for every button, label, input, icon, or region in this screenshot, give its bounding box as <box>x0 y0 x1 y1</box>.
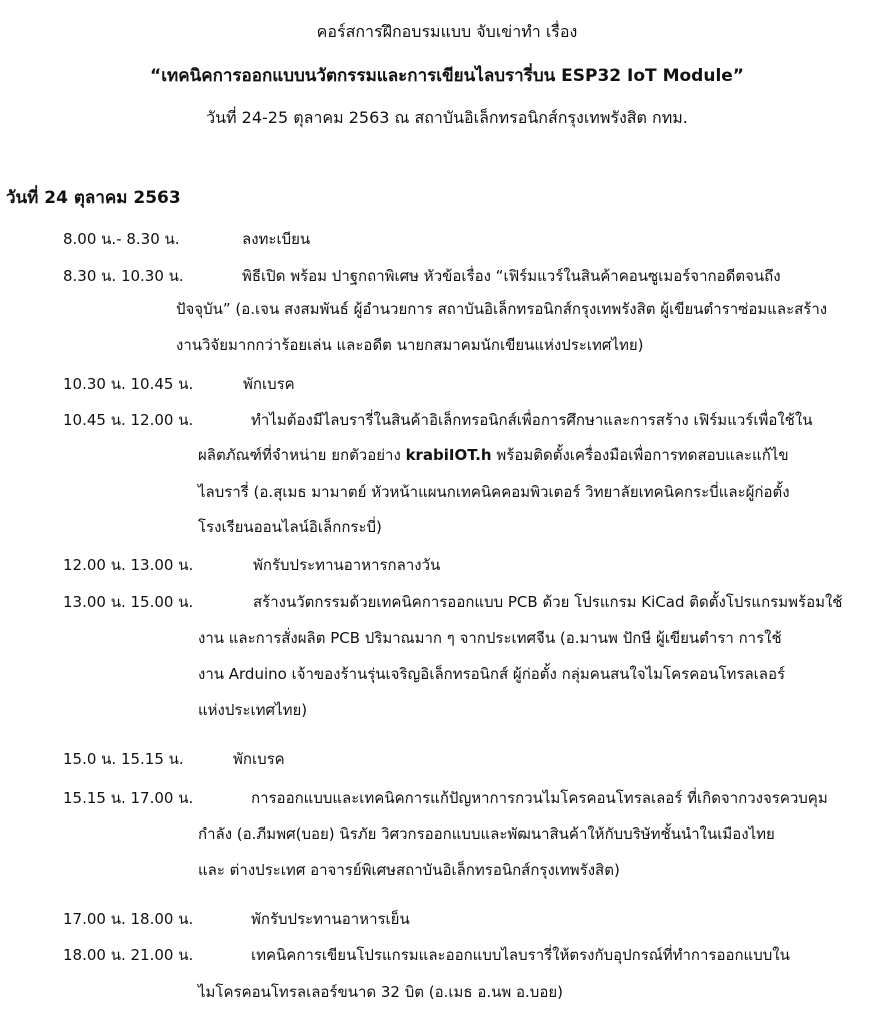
schedule-time: 8.30 น. 10.30 น. <box>63 267 184 285</box>
schedule-time: 8.00 น.- 8.30 น. <box>63 230 180 248</box>
schedule-line: โรงเรียนออนไลน์อิเล็กกระบี่) <box>198 518 382 536</box>
schedule-line: ทำไมต้องมีไลบรารี่ในสินค้าอิเล็กทรอนิกส์เพื่อการศึกษาและการสร้าง เฟิร์มแวร์เพื่อใช้ใน <box>251 411 813 429</box>
schedule-line: ปัจจุบัน” (อ.เจน สงสมพันธ์ ผู้อำนวยการ สถาบันอิเล็กทรอนิกส์กรุงเทพรังสิต ผู้เขียนตำราซ่อมและสร้าง <box>176 300 828 318</box>
course-date-venue: วันที่ 24-25 ตุลาคม 2563 ณ สถาบันอิเล็กทรอนิกส์กรุงเทพรังสิต กทม. <box>206 108 688 127</box>
schedule-line: งานวิจัยมากกว่าร้อยเล่น และอดีต นายกสมาคมนักเขียนแห่งประเทศไทย) <box>176 336 644 354</box>
course-title: “เทคนิคการออกแบบนวัตกรรมและการเขียนไลบรารี่บน ESP32 IoT Module” <box>150 66 744 86</box>
schedule-time: 10.30 น. 10.45 น. <box>63 375 194 393</box>
schedule-line: กำลัง (อ.ภีมพศ(บอย) นิรภัย วิศวกรออกแบบและพัฒนาสินค้าให้กับบริษัทชั้นนำในเมืองไทย <box>198 825 775 843</box>
schedule-line: แห่งประเทศไทย) <box>198 701 308 719</box>
schedule-line: งาน และการสั่งผลิต PCB ปริมาณมาก ๆ จากประเทศจีน (อ.มานพ ปักษี ผู้เขียนตำรา การใช้ <box>198 629 782 647</box>
schedule-time: 15.15 น. 17.00 น. <box>63 789 194 807</box>
schedule-line: พักเบรค <box>243 375 295 393</box>
schedule-line-with-code <box>198 443 789 467</box>
schedule-line: ลงทะเบียน <box>242 230 311 248</box>
schedule-line-text: ผลิตภัณฑ์ที่จำหน่าย ยกตัวอย่าง <box>198 446 401 464</box>
schedule-line-text: พร้อมติดตั้งเครื่องมือเพื่อการทดสอบและแก้ไข <box>496 446 789 464</box>
schedule-line: ไลบรารี่ (อ.สุเมธ มามาตย์ หัวหน้าแผนกเทคนิคคอมพิวเตอร์ วิทยาลัยเทคนิคกระบี่และผู้ก่อตั้ง <box>198 483 790 501</box>
schedule-time: 10.45 น. 12.00 น. <box>63 411 194 429</box>
course-subtitle: คอร์สการฝึกอบรมแบบ จับเข่าทำ เรื่อง <box>316 22 578 41</box>
schedule-time: 15.0 น. 15.15 น. <box>63 750 184 768</box>
schedule-line: พักเบรค <box>233 750 285 768</box>
schedule-time: 17.00 น. 18.00 น. <box>63 910 194 928</box>
schedule-line: ไมโครคอนโทรลเลอร์ขนาด 32 บิต (อ.เมธ อ.นพ อ.บอย) <box>198 983 563 1001</box>
schedule-line: และ ต่างประเทศ อาจารย์พิเศษสถาบันอิเล็กทรอนิกส์กรุงเทพรังสิต) <box>198 861 620 879</box>
schedule-line: การออกแบบและเทคนิคการแก้ปัญหาการกวนไมโครคอนโทรลเลอร์ ที่เกิดจากวงจรควบคุม <box>251 789 828 807</box>
schedule-time: 13.00 น. 15.00 น. <box>63 593 194 611</box>
schedule-line: พิธีเปิด พร้อม ปาฐกถาพิเศษ หัวข้อเรื่อง “เฟิร์มแวร์ในสินค้าคอนซูเมอร์จากอดีตจนถึง <box>242 267 781 285</box>
schedule-time: 18.00 น. 21.00 น. <box>63 946 194 964</box>
day-heading: วันที่ 24 ตุลาคม 2563 <box>6 188 181 208</box>
schedule-line: พักรับประทานอาหารกลางวัน <box>253 556 441 574</box>
library-name: krabiIOT.h <box>405 446 492 464</box>
schedule-time: 12.00 น. 13.00 น. <box>63 556 194 574</box>
schedule-line: เทคนิคการเขียนโปรแกรมและออกแบบไลบรารี่ให้ตรงกับอุปกรณ์ที่ทำการออกแบบใน <box>251 946 790 964</box>
schedule-line: สร้างนวัตกรรมด้วยเทคนิคการออกแบบ PCB ด้วย โปรแกรม KiCad ติดตั้งโปรแกรมพร้อมใช้ <box>253 593 843 611</box>
schedule-line: พักรับประทานอาหารเย็น <box>251 910 410 928</box>
schedule-line: งาน Arduino เจ้าของร้านรุ่นเจริญอิเล็กทรอนิกส์ ผู้ก่อตั้ง กลุ่มคนสนใจไมโครคอนโทรลเลอร์ <box>198 665 786 683</box>
